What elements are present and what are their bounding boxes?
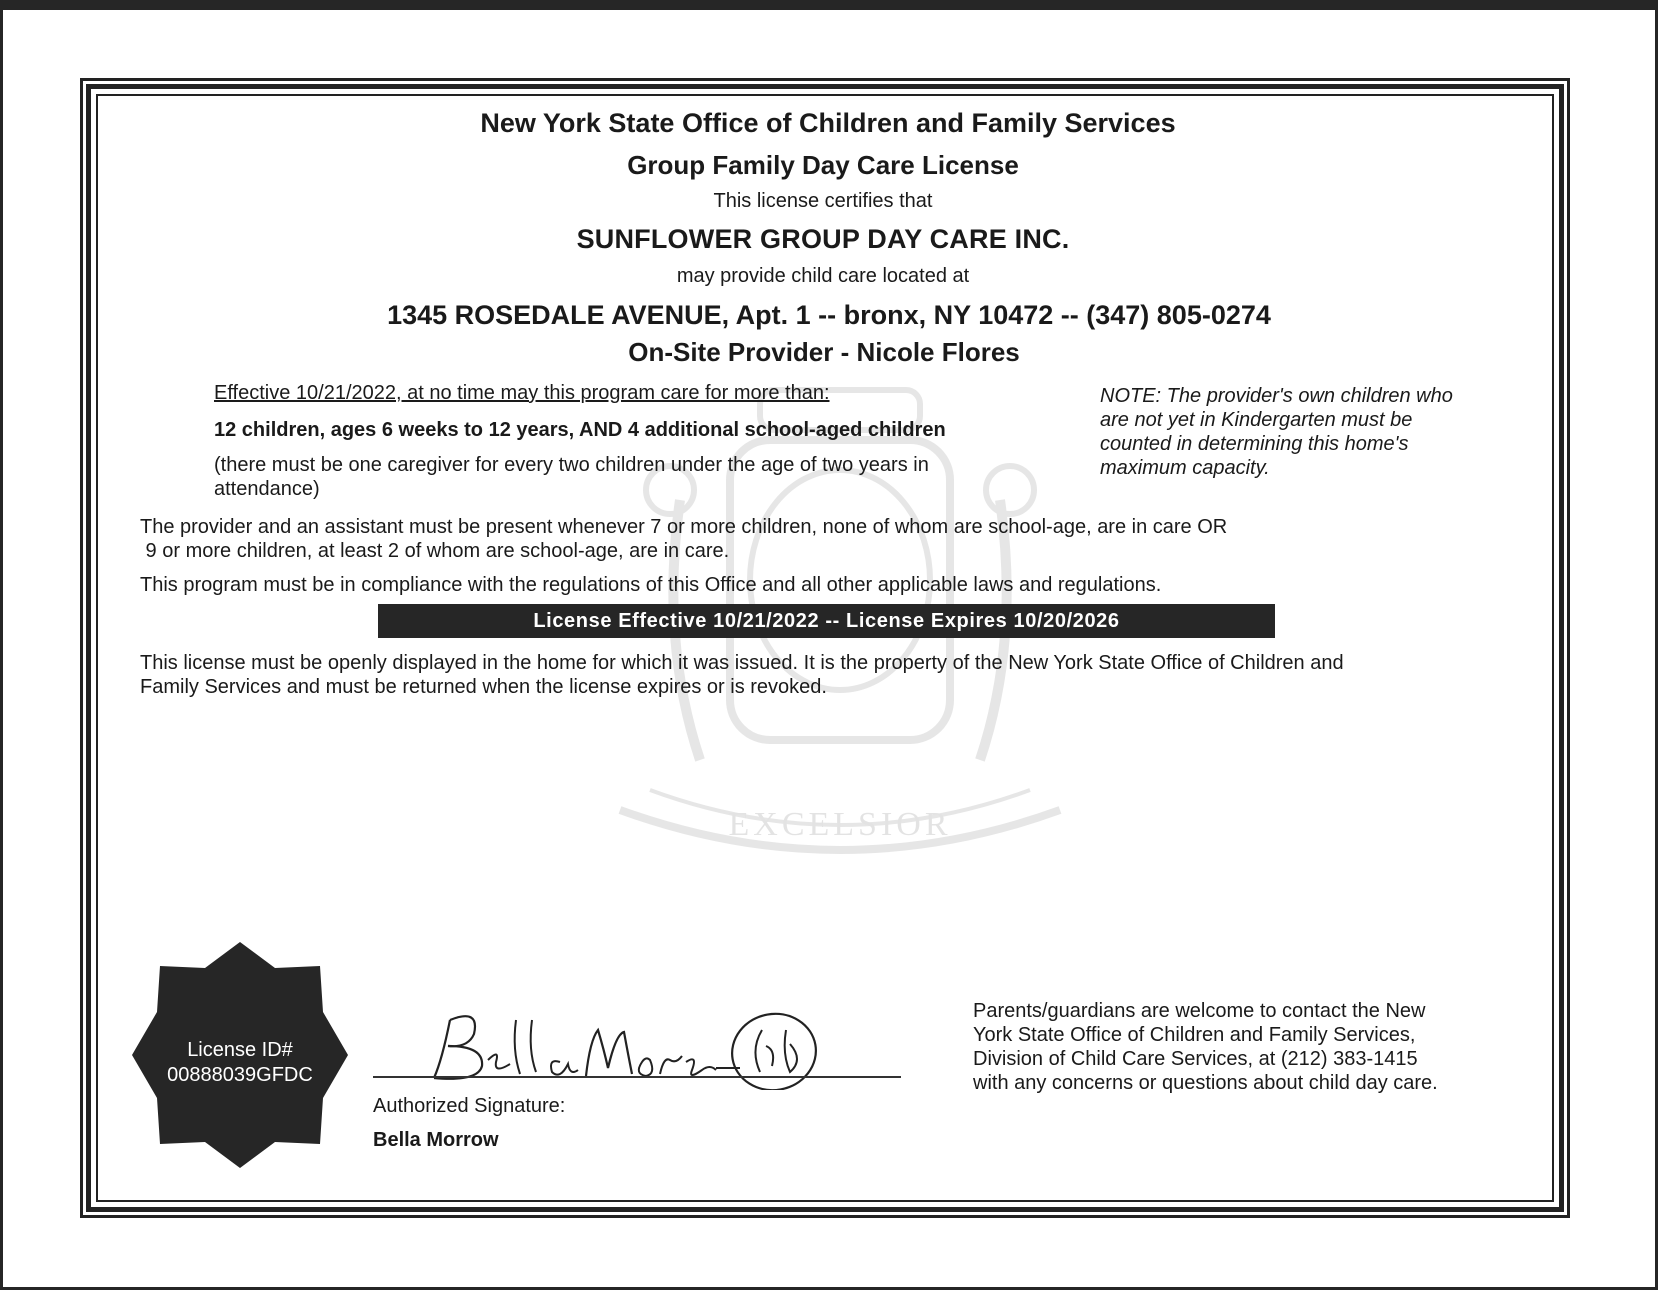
license-dates-banner: License Effective 10/21/2022 -- License Expires 10/20/2026 [378, 604, 1275, 638]
capacity-limit: 12 children, ages 6 weeks to 12 years, AND 4 additional school-aged children [214, 419, 946, 441]
signature-line [373, 1076, 901, 1078]
display-statement-line-1: This license must be openly displayed in the home for which it was issued. It is the property of the New York State Office of Children and [140, 652, 1344, 674]
on-site-provider: On-Site Provider - Nicole Flores [628, 337, 1020, 367]
contact-line-1: Parents/guardians are welcome to contact the New [973, 1000, 1426, 1022]
caregiver-ratio-line-1: (there must be one caregiver for every two children under the age of two years in [214, 454, 929, 476]
contact-line-2: York State Office of Children and Family Services, [973, 1024, 1416, 1046]
certifies-text: This license certifies that [713, 190, 933, 212]
license-id-label: License ID# [187, 1039, 293, 1061]
seal-motto-text: EXCELSIOR [728, 806, 952, 843]
license-type-title: Group Family Day Care License [627, 150, 1019, 180]
note-line-4: maximum capacity. [1100, 457, 1270, 479]
note-line-2: are not yet in Kindergarten must be [1100, 409, 1413, 431]
assistant-rule-line-1: The provider and an assistant must be present whenever 7 or more children, none of whom are school-age, are in care OR [140, 516, 1228, 538]
note-line-3: counted in determining this home's [1100, 433, 1409, 455]
license-id-badge [130, 1038, 350, 1088]
handwritten-signature-icon [420, 990, 840, 1090]
note-line-1: NOTE: The provider's own children who [1100, 385, 1453, 407]
authorized-signature-label: Authorized Signature: [373, 1095, 566, 1117]
compliance-statement: This program must be in compliance with the regulations of this Office and all other applicable laws and regulations. [140, 574, 1162, 596]
agency-title: New York State Office of Children and Family Services [480, 108, 1176, 138]
effective-capacity-heading: Effective 10/21/2022, at no time may this program care for more than: [214, 382, 830, 404]
contact-line-3: Division of Child Care Services, at (212) 383-1415 [973, 1048, 1418, 1070]
caregiver-ratio-line-2: attendance) [214, 478, 320, 500]
licensee-address: 1345 ROSEDALE AVENUE, Apt. 1 -- bronx, NY 10472 -- (347) 805-0274 [387, 300, 1271, 330]
located-at-text: may provide child care located at [676, 265, 970, 287]
display-statement-line-2: Family Services and must be returned when the license expires or is revoked. [140, 676, 827, 698]
contact-line-4: with any concerns or questions about child day care. [973, 1072, 1438, 1094]
licensee-name: SUNFLOWER GROUP DAY CARE INC. [576, 224, 1070, 254]
license-id-number: 00888039GFDC [167, 1064, 313, 1086]
assistant-rule-line-2: 9 or more children, at least 2 of whom are school-age, are in care. [140, 540, 730, 562]
signatory-name: Bella Morrow [373, 1129, 499, 1151]
